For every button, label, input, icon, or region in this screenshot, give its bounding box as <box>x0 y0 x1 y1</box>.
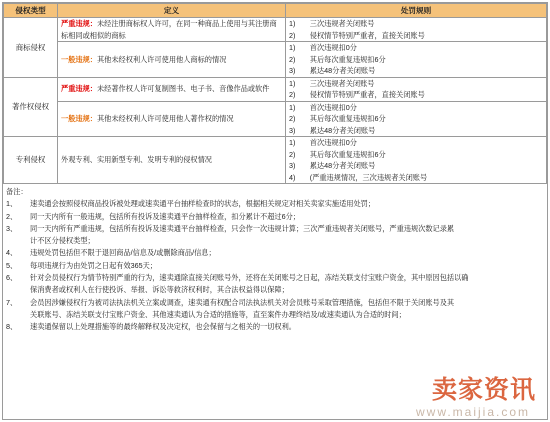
note-text: 针对会员侵权行为情节特别严重的行为，速卖通除直接关闭账号外，还将在关闭账号之日起，冻结关联支付宝账户资金，其中原因包括以确 <box>30 273 469 283</box>
note-text: 违规处罚包括但不限于退回商品/信息及/或删除商品/信息； <box>30 248 216 258</box>
violation-level-label: 一般违规： <box>61 54 97 64</box>
penalty-line: 1) 首次违规扣0分 <box>289 43 357 52</box>
note-line <box>6 309 544 321</box>
note-line <box>6 247 544 259</box>
notes-section <box>3 184 547 334</box>
note-line <box>6 198 544 210</box>
definition-cell <box>58 42 286 78</box>
note-text: 速卖通会按照侵权商品投诉被处理或速卖通平台抽样检查时的状态，根据相关规定对相关卖家实施适用处罚； <box>30 199 376 209</box>
table-row <box>4 101 547 137</box>
table-row <box>4 77 547 101</box>
brand-watermark: 卖家资讯 <box>431 376 536 404</box>
table-row <box>4 137 547 184</box>
header-penalty: 处罚规则 <box>286 4 547 18</box>
penalty-cell <box>286 137 547 184</box>
note-text: 速卖通保留以上处理措施等的最终解释权及决定权，也会保留与之相关的一切权利。 <box>30 322 296 332</box>
penalty-line: 3) 累达48分者关闭账号 <box>289 161 376 170</box>
penalty-line: 1) 首次违规扣0分 <box>289 138 357 147</box>
note-number: 6、 <box>6 273 18 283</box>
definition-text: 外观专利、实用新型专利、发明专利的侵权情况 <box>61 155 212 165</box>
note-text: 每项违规行为由处罚之日起有效365天； <box>30 260 157 270</box>
note-text: 同一天内所有一般违规，包括所有投诉及速卖通平台抽样检查，扣分累计不超过6分； <box>30 211 300 221</box>
penalty-line: 4) (严重违规情况，三次违规者关闭账号 <box>289 172 428 182</box>
category-cell: 商标侵权 <box>4 18 58 78</box>
note-line <box>6 272 544 284</box>
definition-cell <box>58 137 286 184</box>
note-line <box>6 297 544 309</box>
note-text: 关联账号、冻结关联支付宝账户资金、其他速卖通认为合适的措施等，直至案件办理终结及/或速卖通认为合适的时间； <box>30 309 406 319</box>
penalty-line: 1) 首次违规扣0分 <box>289 102 357 112</box>
category-cell: 专利侵权 <box>4 137 58 184</box>
table-row <box>4 42 547 78</box>
note-number: 8、 <box>6 322 18 332</box>
category-cell: 著作权侵权 <box>4 77 58 137</box>
note-number: 1、 <box>6 199 18 209</box>
definition-cell <box>58 77 286 101</box>
definition-cell <box>58 18 286 42</box>
note-line <box>6 235 544 247</box>
penalty-cell <box>286 77 547 101</box>
definition-text: 未经注册商标权人许可，在同一种商品上使用与其注册商标相同或相似的商标 <box>61 19 277 40</box>
penalty-line: 2) 其后每次重复违规扣6分 <box>289 149 386 159</box>
table-row <box>4 18 547 42</box>
notes-title: 备注： <box>6 187 28 196</box>
header-definition: 定义 <box>58 4 286 18</box>
definition-cell <box>58 101 286 137</box>
note-number: 3、 <box>6 223 18 233</box>
note-line <box>6 211 544 223</box>
note-text: 会员因涉嫌侵权行为被司法执法机关立案或调查，速卖通有权配合司法执法机关对会员账号采取管理措施，包括但不限于关闭账号及其 <box>30 297 455 307</box>
note-number: 5、 <box>6 260 18 270</box>
definition-text: 未经著作权人许可复制图书、电子书、音像作品或软件 <box>96 84 270 94</box>
infringement-rules-table <box>3 3 547 184</box>
definition-text: 其他未经权利人许可使用他人商标的情况 <box>96 54 227 64</box>
violation-level-label: 严重违规： <box>61 19 97 28</box>
note-line <box>6 321 544 333</box>
header-category: 侵权类型 <box>4 4 58 18</box>
note-number: 4、 <box>6 248 18 258</box>
note-number: 2、 <box>6 211 18 221</box>
note-line <box>6 284 544 296</box>
table-header-row <box>4 4 547 18</box>
penalty-line: 3) 累达48分者关闭账号 <box>289 66 376 75</box>
penalty-line: 3) 累达48分者关闭账号 <box>289 125 376 135</box>
penalty-line: 1) 三次违规者关闭账号 <box>289 19 375 28</box>
definition-text: 其他未经权利人许可使用他人著作权的情况 <box>96 114 234 123</box>
penalty-line: 2) 其后每次重复违规扣6分 <box>289 54 386 64</box>
note-text: 保消费者或权利人在行使投诉、举报、诉讼等救济权利时，其合法权益得以保障； <box>30 285 289 295</box>
note-text: 计不区分侵权类型； <box>30 236 95 246</box>
penalty-cell <box>286 101 547 137</box>
penalty-line: 2) 其后每次重复违规扣6分 <box>289 114 386 123</box>
penalty-cell <box>286 18 547 42</box>
violation-level-label: 一般违规： <box>61 114 97 123</box>
penalty-line: 2) 侵权情节特别严重者，直接关闭账号 <box>289 90 425 99</box>
rules-panel <box>2 2 548 420</box>
note-line <box>6 260 544 272</box>
violation-level-label: 严重违规： <box>61 84 97 94</box>
penalty-line: 2) 侵权情节特别严重者，直接关闭账号 <box>289 30 425 40</box>
note-line <box>6 223 544 235</box>
penalty-line: 1) 三次违规者关闭账号 <box>289 78 375 88</box>
brand-url: www.maijia.com <box>415 405 530 419</box>
note-number: 7、 <box>6 297 18 307</box>
penalty-cell <box>286 42 547 78</box>
note-text: 同一天内所有严重违规，包括所有投诉及速卖通平台抽样检查，只会作一次违规计算；三次严重违规者关闭账号，严重违规次数记录累 <box>30 223 455 233</box>
